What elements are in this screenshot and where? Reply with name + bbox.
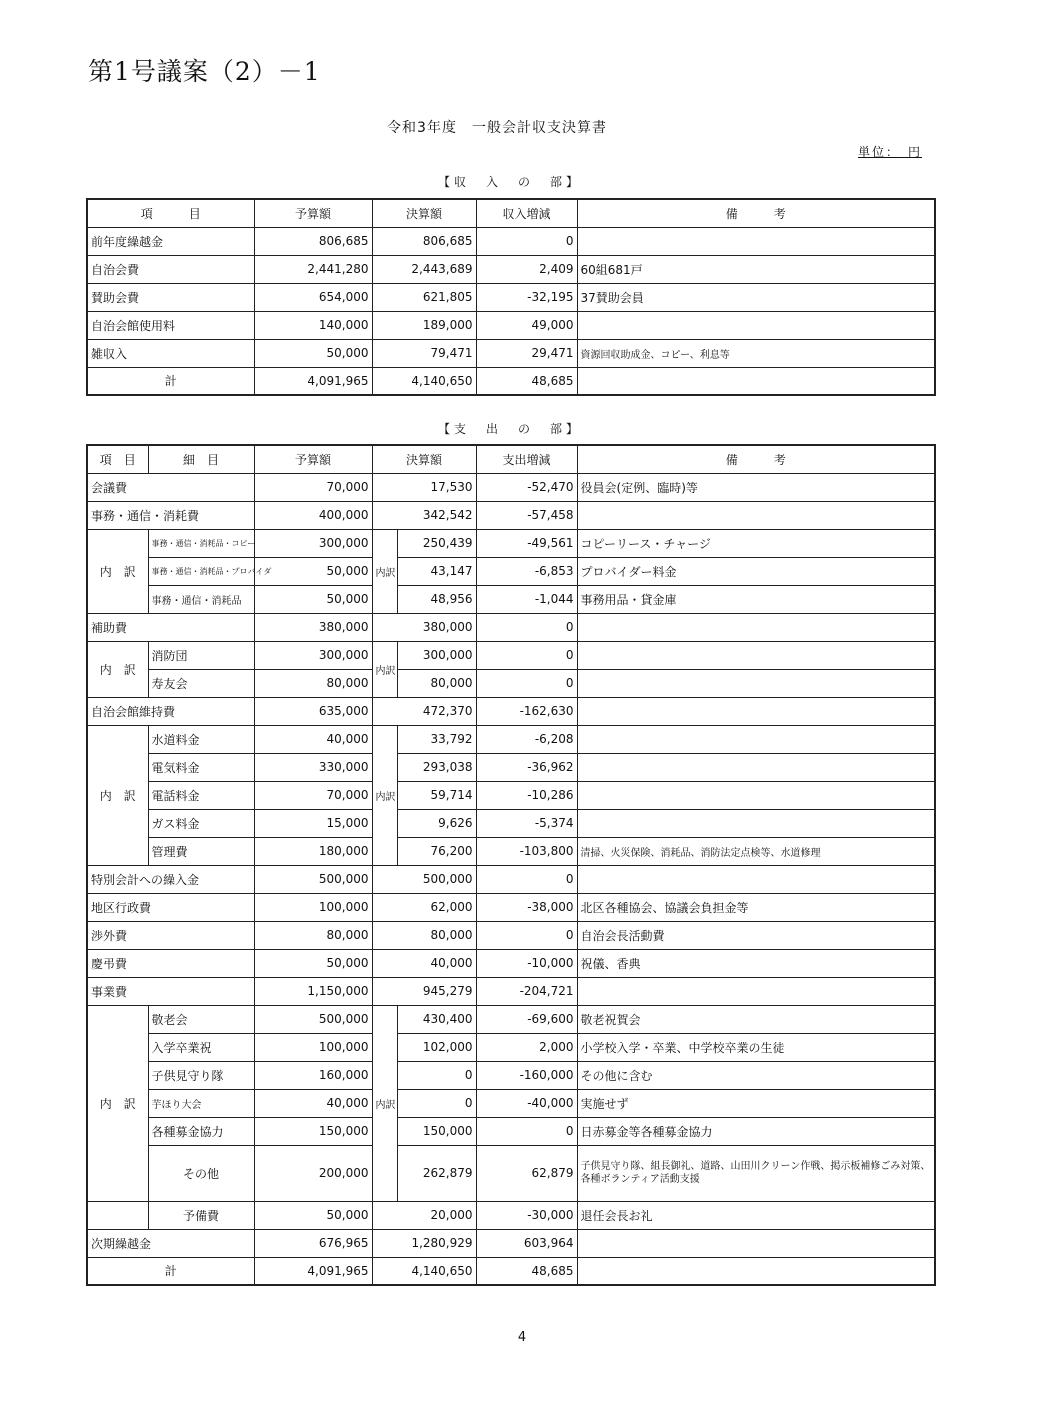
row-budget: 140,000 xyxy=(254,311,372,339)
table-row xyxy=(87,837,935,865)
row-detail: その他 xyxy=(148,1145,254,1201)
expense-section-title: 【支 出 の 部】 xyxy=(437,422,582,436)
row-item: 自治会館維持費 xyxy=(87,697,254,725)
row-remarks: 子供見守り隊、組長御礼、道路、山田川クリーン作戦、掲示板補修ごみ対策、各種ボランティア活動支援 xyxy=(577,1145,935,1201)
row-remarks xyxy=(577,501,935,529)
row-diff: -103,800 xyxy=(476,837,577,865)
row-budget: 300,000 xyxy=(254,529,372,557)
row-diff: -10,286 xyxy=(476,781,577,809)
row-diff: -160,000 xyxy=(476,1061,577,1089)
income-section-title: 【収 入 の 部】 xyxy=(437,175,582,189)
row-remarks: プロバイダー料金 xyxy=(577,557,935,585)
table-row xyxy=(87,585,935,613)
row-remarks: 60組681戸 xyxy=(577,255,935,283)
header-item: 項 目 xyxy=(87,445,148,473)
row-diff: -6,208 xyxy=(476,725,577,753)
row-budget: 150,000 xyxy=(254,1117,372,1145)
row-item: 事務・通信・消耗費 xyxy=(87,501,254,529)
table-row xyxy=(87,227,935,255)
row-remarks xyxy=(577,669,935,697)
row-diff: 0 xyxy=(476,227,577,255)
row-budget: 80,000 xyxy=(254,921,372,949)
table-row xyxy=(87,697,935,725)
row-detail: 入学卒業祝 xyxy=(148,1033,254,1061)
table-row xyxy=(87,311,935,339)
table-row xyxy=(87,753,935,781)
table-row xyxy=(87,1145,935,1201)
row-remarks: 事務用品・貸金庫 xyxy=(577,585,935,613)
table-row xyxy=(87,339,935,367)
row-actual: 262,879 xyxy=(397,1145,476,1201)
row-remarks xyxy=(577,809,935,837)
row-actual: 189,000 xyxy=(372,311,476,339)
page-number: 4 xyxy=(517,1330,527,1345)
row-budget: 500,000 xyxy=(254,865,372,893)
breakdown-label-short: 内訳 xyxy=(372,641,397,697)
table-row xyxy=(87,613,935,641)
row-actual: 48,956 xyxy=(397,585,476,613)
total-diff: 48,685 xyxy=(476,367,577,395)
row-remarks xyxy=(577,227,935,255)
row-actual: 76,200 xyxy=(397,837,476,865)
row-actual: 40,000 xyxy=(372,949,476,977)
row-remarks xyxy=(577,865,935,893)
row-detail: 電気料金 xyxy=(148,753,254,781)
row-budget: 200,000 xyxy=(254,1145,372,1201)
row-actual: 2,443,689 xyxy=(372,255,476,283)
row-diff: -1,044 xyxy=(476,585,577,613)
row-item: 賛助会費 xyxy=(87,283,254,311)
row-budget: 70,000 xyxy=(254,781,372,809)
row-actual: 59,714 xyxy=(397,781,476,809)
row-budget: 160,000 xyxy=(254,1061,372,1089)
row-item: 雑収入 xyxy=(87,339,254,367)
table-row xyxy=(87,557,935,585)
row-detail: ガス料金 xyxy=(148,809,254,837)
row-diff: -57,458 xyxy=(476,501,577,529)
header-detail: 細 目 xyxy=(148,445,254,473)
income-total-row xyxy=(87,367,935,395)
row-remarks xyxy=(577,641,935,669)
row-diff: 0 xyxy=(476,921,577,949)
row-remarks: 自治会長活動費 xyxy=(577,921,935,949)
row-budget: 40,000 xyxy=(254,1089,372,1117)
row-actual: 79,471 xyxy=(372,339,476,367)
row-remarks: コピーリース・チャージ xyxy=(577,529,935,557)
row-diff: 29,471 xyxy=(476,339,577,367)
row-diff: -32,195 xyxy=(476,283,577,311)
row-remarks xyxy=(577,1229,935,1257)
row-budget: 50,000 xyxy=(254,585,372,613)
document-title: 第1号議案（2）－1 xyxy=(88,57,321,86)
row-remarks: 敬老祝賀会 xyxy=(577,1005,935,1033)
row-budget: 654,000 xyxy=(254,283,372,311)
row-diff: 0 xyxy=(476,669,577,697)
table-row xyxy=(87,725,935,753)
table-row xyxy=(87,473,935,501)
income-table xyxy=(86,198,936,396)
row-diff: 2,000 xyxy=(476,1033,577,1061)
row-detail: 予備費 xyxy=(148,1201,254,1229)
row-budget: 2,441,280 xyxy=(254,255,372,283)
row-actual: 80,000 xyxy=(397,669,476,697)
row-budget: 635,000 xyxy=(254,697,372,725)
breakdown-label: 内 訳 xyxy=(87,529,148,613)
row-remarks: 37賛助会員 xyxy=(577,283,935,311)
row-remarks: 清掃、火災保険、消耗品、消防法定点検等、水道修理 xyxy=(577,837,935,865)
row-actual: 1,280,929 xyxy=(372,1229,476,1257)
table-row xyxy=(87,921,935,949)
row-detail: 消防団 xyxy=(148,641,254,669)
row-remarks xyxy=(577,725,935,753)
row-diff: 49,000 xyxy=(476,311,577,339)
header-budget: 予算額 xyxy=(254,199,372,227)
row-item: 地区行政費 xyxy=(87,893,254,921)
row-diff: -162,630 xyxy=(476,697,577,725)
row-remarks: その他に含む xyxy=(577,1061,935,1089)
row-actual: 150,000 xyxy=(397,1117,476,1145)
row-budget: 400,000 xyxy=(254,501,372,529)
row-item: 慶弔費 xyxy=(87,949,254,977)
header-item: 項 目 xyxy=(87,199,254,227)
header-diff: 支出増減 xyxy=(476,445,577,473)
header-remarks: 備 考 xyxy=(577,199,935,227)
total-label: 計 xyxy=(87,1257,254,1285)
row-budget: 70,000 xyxy=(254,473,372,501)
row-detail: 事務・通信・消耗品・プロバイダ xyxy=(148,557,254,585)
breakdown-label: 内 訳 xyxy=(87,1005,148,1201)
total-remarks xyxy=(577,1257,935,1285)
table-row xyxy=(87,641,935,669)
table-row xyxy=(87,1229,935,1257)
row-budget: 50,000 xyxy=(254,949,372,977)
row-item: 自治会費 xyxy=(87,255,254,283)
row-diff: -52,470 xyxy=(476,473,577,501)
table-row xyxy=(87,501,935,529)
row-actual: 500,000 xyxy=(372,865,476,893)
row-diff: -36,962 xyxy=(476,753,577,781)
row-budget: 40,000 xyxy=(254,725,372,753)
row-budget: 50,000 xyxy=(254,557,372,585)
table-row xyxy=(87,1089,935,1117)
income-header-row xyxy=(87,199,935,227)
row-item: 渉外費 xyxy=(87,921,254,949)
row-diff: 0 xyxy=(476,613,577,641)
row-diff: -6,853 xyxy=(476,557,577,585)
row-actual: 250,439 xyxy=(397,529,476,557)
table-row xyxy=(87,977,935,1005)
table-row xyxy=(87,893,935,921)
header-remarks: 備 考 xyxy=(577,445,935,473)
row-item: 事業費 xyxy=(87,977,254,1005)
row-budget: 500,000 xyxy=(254,1005,372,1033)
row-budget: 100,000 xyxy=(254,1033,372,1061)
row-item: 前年度繰越金 xyxy=(87,227,254,255)
table-row xyxy=(87,1117,935,1145)
row-diff: -38,000 xyxy=(476,893,577,921)
table-row xyxy=(87,1061,935,1089)
row-item: 補助費 xyxy=(87,613,254,641)
row-actual: 0 xyxy=(397,1089,476,1117)
row-budget: 15,000 xyxy=(254,809,372,837)
row-budget: 1,150,000 xyxy=(254,977,372,1005)
row-actual: 80,000 xyxy=(372,921,476,949)
table-row xyxy=(87,865,935,893)
row-detail: 子供見守り隊 xyxy=(148,1061,254,1089)
row-diff: 0 xyxy=(476,865,577,893)
row-budget: 50,000 xyxy=(254,339,372,367)
unit-label: 単位： 円 xyxy=(858,145,923,159)
row-remarks xyxy=(577,753,935,781)
row-item: 特別会計への繰入金 xyxy=(87,865,254,893)
row-actual: 945,279 xyxy=(372,977,476,1005)
header-actual: 決算額 xyxy=(372,445,476,473)
row-remarks: 実施せず xyxy=(577,1089,935,1117)
expense-header-row xyxy=(87,445,935,473)
row-diff: -204,721 xyxy=(476,977,577,1005)
header-budget: 予算額 xyxy=(254,445,372,473)
row-detail: 各種募金協力 xyxy=(148,1117,254,1145)
row-remarks: 北区各種協会、協議会負担金等 xyxy=(577,893,935,921)
table-row xyxy=(87,283,935,311)
row-detail: 電話料金 xyxy=(148,781,254,809)
row-actual: 806,685 xyxy=(372,227,476,255)
breakdown-label: 内 訳 xyxy=(87,641,148,697)
row-diff: -10,000 xyxy=(476,949,577,977)
row-diff: 2,409 xyxy=(476,255,577,283)
row-remarks: 日赤募金等各種募金協力 xyxy=(577,1117,935,1145)
row-budget: 380,000 xyxy=(254,613,372,641)
row-actual: 33,792 xyxy=(397,725,476,753)
row-budget: 330,000 xyxy=(254,753,372,781)
table-row xyxy=(87,1201,935,1229)
row-remarks: 祝儀、香典 xyxy=(577,949,935,977)
row-actual: 472,370 xyxy=(372,697,476,725)
row-budget: 806,685 xyxy=(254,227,372,255)
total-remarks xyxy=(577,367,935,395)
row-budget: 100,000 xyxy=(254,893,372,921)
header-diff: 収入増減 xyxy=(476,199,577,227)
breakdown-label-short: 内訳 xyxy=(372,529,397,613)
row-budget: 80,000 xyxy=(254,669,372,697)
row-actual: 17,530 xyxy=(372,473,476,501)
row-budget: 300,000 xyxy=(254,641,372,669)
total-actual: 4,140,650 xyxy=(372,367,476,395)
row-actual: 20,000 xyxy=(372,1201,476,1229)
row-remarks xyxy=(577,311,935,339)
row-actual: 380,000 xyxy=(372,613,476,641)
breakdown-label-short: 内訳 xyxy=(372,725,397,865)
row-diff: 0 xyxy=(476,641,577,669)
total-label: 計 xyxy=(87,367,254,395)
row-blank xyxy=(87,1201,148,1229)
total-budget: 4,091,965 xyxy=(254,1257,372,1285)
total-actual: 4,140,650 xyxy=(372,1257,476,1285)
row-remarks: 資源回収助成金、コピー、利息等 xyxy=(577,339,935,367)
breakdown-label: 内 訳 xyxy=(87,725,148,865)
row-actual: 43,147 xyxy=(397,557,476,585)
row-remarks: 小学校入学・卒業、中学校卒業の生徒 xyxy=(577,1033,935,1061)
row-remarks xyxy=(577,781,935,809)
row-remarks xyxy=(577,977,935,1005)
row-remarks xyxy=(577,613,935,641)
row-item: 自治会館使用料 xyxy=(87,311,254,339)
table-row xyxy=(87,781,935,809)
row-diff: 62,879 xyxy=(476,1145,577,1201)
row-diff: -5,374 xyxy=(476,809,577,837)
total-budget: 4,091,965 xyxy=(254,367,372,395)
table-row xyxy=(87,669,935,697)
row-actual: 9,626 xyxy=(397,809,476,837)
row-diff: -49,561 xyxy=(476,529,577,557)
row-budget: 676,965 xyxy=(254,1229,372,1257)
row-detail: 事務・通信・消耗品 xyxy=(148,585,254,613)
expense-table xyxy=(86,444,936,1286)
row-diff: -40,000 xyxy=(476,1089,577,1117)
row-remarks xyxy=(577,697,935,725)
row-actual: 293,038 xyxy=(397,753,476,781)
total-diff: 48,685 xyxy=(476,1257,577,1285)
row-diff: -30,000 xyxy=(476,1201,577,1229)
table-row xyxy=(87,809,935,837)
row-diff: -69,600 xyxy=(476,1005,577,1033)
row-actual: 300,000 xyxy=(397,641,476,669)
row-detail: 芋ほり大会 xyxy=(148,1089,254,1117)
row-detail: 敬老会 xyxy=(148,1005,254,1033)
breakdown-label-short: 内訳 xyxy=(372,1005,397,1201)
row-actual: 62,000 xyxy=(372,893,476,921)
table-row xyxy=(87,529,935,557)
row-remarks: 役員会(定例、臨時)等 xyxy=(577,473,935,501)
row-detail: 寿友会 xyxy=(148,669,254,697)
row-item: 次期繰越金 xyxy=(87,1229,254,1257)
table-row xyxy=(87,1033,935,1061)
row-detail: 水道料金 xyxy=(148,725,254,753)
row-remarks: 退任会長お礼 xyxy=(577,1201,935,1229)
row-diff: 603,964 xyxy=(476,1229,577,1257)
table-row xyxy=(87,255,935,283)
row-budget: 50,000 xyxy=(254,1201,372,1229)
row-diff: 0 xyxy=(476,1117,577,1145)
row-actual: 430,400 xyxy=(397,1005,476,1033)
row-detail: 管理費 xyxy=(148,837,254,865)
header-actual: 決算額 xyxy=(372,199,476,227)
report-title: 令和3年度 一般会計収支決算書 xyxy=(387,120,607,136)
row-detail: 事務・通信・消耗品・コピー xyxy=(148,529,254,557)
row-item: 会議費 xyxy=(87,473,254,501)
row-actual: 621,805 xyxy=(372,283,476,311)
row-actual: 102,000 xyxy=(397,1033,476,1061)
row-actual: 0 xyxy=(397,1061,476,1089)
row-actual: 342,542 xyxy=(372,501,476,529)
table-row xyxy=(87,949,935,977)
expense-total-row xyxy=(87,1257,935,1285)
table-row xyxy=(87,1005,935,1033)
row-budget: 180,000 xyxy=(254,837,372,865)
